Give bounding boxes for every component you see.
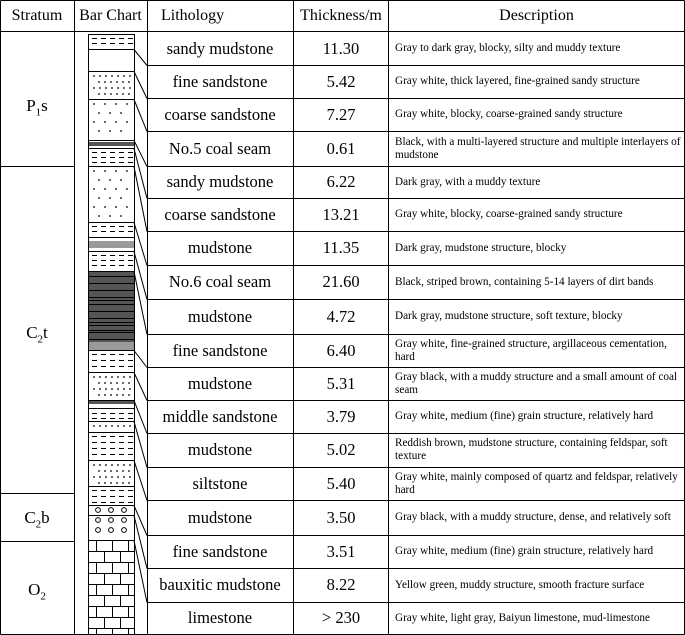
sand-dot bbox=[117, 75, 119, 77]
sand-dot bbox=[98, 81, 100, 83]
description-cell: Gray white, mainly composed of quartz and feldspar, relatively hard bbox=[395, 470, 678, 496]
sand-dot bbox=[120, 112, 122, 114]
sand-dot bbox=[115, 103, 117, 105]
sand-dot bbox=[120, 197, 122, 199]
sand-dot bbox=[110, 470, 112, 472]
sand-dot bbox=[98, 215, 100, 217]
lithology-cell: siltstone bbox=[192, 473, 248, 493]
connector-line bbox=[134, 141, 147, 167]
description-cell: Reddish brown, mudstone structure, containing feldspar, soft texture bbox=[395, 437, 668, 462]
description-cell: Gray black, with a muddy structure and a small amount of coal seam bbox=[395, 370, 678, 396]
sand-dot bbox=[110, 394, 112, 396]
sand-dot bbox=[117, 388, 119, 390]
header-description: Description bbox=[499, 7, 574, 24]
connector-line bbox=[134, 100, 147, 132]
lithology-cell: mudstone bbox=[187, 507, 253, 527]
thickness-cell: 11.35 bbox=[322, 238, 360, 257]
sand-dot bbox=[105, 75, 107, 77]
lithology-cell: bauxitic mudstone bbox=[159, 575, 281, 594]
sand-dot bbox=[116, 482, 118, 484]
thickness-cell: > 230 bbox=[321, 608, 361, 627]
sand-dot bbox=[104, 121, 106, 123]
connector-line bbox=[134, 461, 147, 501]
thickness-cell: 7.27 bbox=[326, 104, 356, 124]
sand-dot bbox=[126, 188, 128, 190]
sand-dot bbox=[104, 382, 106, 384]
sand-dot bbox=[117, 376, 119, 378]
sand-dot bbox=[98, 482, 100, 484]
mudstone-band bbox=[89, 342, 134, 350]
sand-dot bbox=[104, 103, 106, 105]
sand-dot bbox=[111, 476, 113, 478]
sand-dot bbox=[115, 206, 117, 208]
sand-dot bbox=[93, 388, 95, 390]
sand-dot bbox=[123, 425, 125, 427]
sand-dot bbox=[123, 75, 125, 77]
sand-dot bbox=[105, 476, 107, 478]
sand-dot bbox=[98, 394, 100, 396]
thickness-cell: 4.72 bbox=[326, 306, 356, 326]
sand-dot bbox=[99, 87, 101, 89]
sand-dot bbox=[122, 394, 124, 396]
sand-dot bbox=[93, 206, 95, 208]
sand-dot bbox=[109, 179, 111, 181]
coal-seam-no6 bbox=[89, 271, 134, 350]
sand-dot bbox=[122, 382, 124, 384]
sand-dot bbox=[93, 425, 95, 427]
thickness-cell: 0.61 bbox=[326, 138, 356, 158]
sand-dot bbox=[129, 75, 131, 77]
sand-dot bbox=[122, 470, 124, 472]
sand-dot bbox=[111, 75, 113, 77]
lithology-cell: mudstone bbox=[187, 306, 253, 326]
connector-line bbox=[134, 541, 147, 603]
sand-dot bbox=[104, 93, 106, 95]
thickness-cell: 5.02 bbox=[326, 440, 356, 459]
lithology-cell: mudstone bbox=[187, 373, 253, 393]
thickness-cell: 11.30 bbox=[322, 38, 360, 58]
sand-dot bbox=[123, 476, 125, 478]
sand-dot bbox=[116, 81, 118, 83]
connector-line bbox=[134, 373, 147, 401]
lithology-cell: sandy mudstone bbox=[166, 38, 274, 58]
sand-dot bbox=[128, 482, 130, 484]
description-cell: Gray to dark gray, blocky, silty and muddy texture bbox=[395, 42, 621, 54]
stratum-c2t: $C_2t$ bbox=[26, 323, 48, 346]
sand-dot bbox=[120, 215, 122, 217]
sand-dot bbox=[116, 93, 118, 95]
lithology-cell: limestone bbox=[187, 608, 253, 627]
sand-dot bbox=[93, 188, 95, 190]
thickness-cell: 21.60 bbox=[322, 272, 360, 291]
sand-dot bbox=[129, 425, 131, 427]
sand-dot bbox=[129, 476, 131, 478]
sand-dot bbox=[104, 81, 106, 83]
sand-dot bbox=[110, 382, 112, 384]
thickness-cell: 3.50 bbox=[326, 507, 356, 527]
lithology-cell: middle sandstone bbox=[162, 406, 278, 426]
sand-dot bbox=[116, 470, 118, 472]
connector-line bbox=[134, 272, 147, 335]
connector-line bbox=[134, 506, 147, 536]
sand-dot bbox=[104, 482, 106, 484]
sand-dot bbox=[122, 93, 124, 95]
sand-dot bbox=[93, 103, 95, 105]
sand-dot bbox=[99, 75, 101, 77]
description-cell: Gray white, blocky, coarse-grained sandy structure bbox=[395, 208, 623, 220]
lithology-cell: coarse sandstone bbox=[164, 104, 276, 124]
sand-dot bbox=[104, 188, 106, 190]
sand-dot bbox=[128, 81, 130, 83]
sand-dot bbox=[93, 170, 95, 172]
lithology-cell: fine sandstone bbox=[172, 541, 268, 561]
sand-dot bbox=[126, 121, 128, 123]
sand-dot bbox=[116, 394, 118, 396]
sand-dot bbox=[104, 394, 106, 396]
thickness-cell: 5.42 bbox=[326, 71, 356, 91]
sand-dot bbox=[111, 376, 113, 378]
thickness-cell: 5.31 bbox=[326, 373, 356, 393]
sand-dot bbox=[122, 81, 124, 83]
sand-dot bbox=[109, 215, 111, 217]
sand-dot bbox=[98, 197, 100, 199]
sand-dot bbox=[111, 388, 113, 390]
description-cell: Dark gray, mudstone structure, soft texture, blocky bbox=[395, 310, 623, 322]
thickness-cell: 6.40 bbox=[326, 340, 356, 360]
sand-dot bbox=[99, 464, 101, 466]
oolite-circle bbox=[109, 528, 114, 533]
sand-dot bbox=[93, 476, 95, 478]
connector-line bbox=[134, 149, 147, 199]
sand-dot bbox=[104, 470, 106, 472]
sand-dot bbox=[105, 464, 107, 466]
sand-dot bbox=[98, 470, 100, 472]
sand-dot bbox=[123, 376, 125, 378]
description-cell: Dark gray, with a muddy texture bbox=[395, 175, 541, 188]
description-cell: Gray white, medium (fine) grain structure, relatively hard bbox=[395, 410, 654, 422]
header-stratum: Stratum bbox=[11, 7, 63, 24]
stratum-p1s: $P_1s$ bbox=[26, 96, 48, 119]
sand-dot bbox=[116, 382, 118, 384]
connector-line bbox=[134, 351, 147, 368]
sand-dot bbox=[117, 476, 119, 478]
sand-dot bbox=[123, 464, 125, 466]
oolite-circle bbox=[109, 518, 114, 523]
sand-dot bbox=[98, 382, 100, 384]
description-cell: Gray white, light gray, Baiyun limestone, mud-limestone bbox=[395, 611, 650, 624]
description-cell: Dark gray, mudstone structure, blocky bbox=[395, 241, 567, 254]
thickness-cell: 3.51 bbox=[326, 541, 356, 561]
sand-dot bbox=[123, 388, 125, 390]
thickness-cell: 8.22 bbox=[326, 575, 356, 594]
sand-dot bbox=[93, 121, 95, 123]
sand-dot bbox=[93, 75, 95, 77]
thickness-cell: 5.40 bbox=[326, 473, 356, 493]
sand-dot bbox=[120, 179, 122, 181]
sand-dot bbox=[120, 130, 122, 132]
sand-dot bbox=[128, 382, 130, 384]
sand-dot bbox=[117, 425, 119, 427]
oolite-circle bbox=[96, 508, 101, 513]
oolite-circle bbox=[109, 508, 114, 513]
sand-dot bbox=[129, 87, 131, 89]
lithology-cell: No.6 coal seam bbox=[168, 272, 272, 291]
sand-dot bbox=[104, 206, 106, 208]
sand-dot bbox=[98, 112, 100, 114]
lithology-cell: sandy mudstone bbox=[166, 172, 274, 191]
sand-dot bbox=[122, 482, 124, 484]
sand-dot bbox=[93, 464, 95, 466]
sand-dot bbox=[104, 170, 106, 172]
lithology-cell: No.5 coal seam bbox=[168, 138, 272, 158]
lithology-cell: coarse sandstone bbox=[164, 204, 276, 224]
sand-dot bbox=[99, 476, 101, 478]
thickness-cell: 13.21 bbox=[322, 204, 360, 224]
sand-dot bbox=[99, 425, 101, 427]
lithology-cell: mudstone bbox=[187, 440, 253, 459]
sand-dot bbox=[115, 170, 117, 172]
description-cell: Gray white, blocky, coarse-grained sandy structure bbox=[395, 108, 623, 120]
sand-dot bbox=[105, 425, 107, 427]
description-cell: Gray white, fine-grained structure, argillaceous cementation, hard bbox=[395, 337, 667, 363]
sand-dot bbox=[98, 179, 100, 181]
description-cell: Gray white, medium (fine) grain structure, relatively hard bbox=[395, 545, 654, 557]
sand-dot bbox=[115, 121, 117, 123]
lithology-cell: fine sandstone bbox=[172, 71, 268, 91]
sand-dot bbox=[129, 376, 131, 378]
sand-dot bbox=[105, 376, 107, 378]
sand-dot bbox=[109, 130, 111, 132]
sand-dot bbox=[111, 464, 113, 466]
description-cell: Gray black, with a muddy structure, dense, and relatively soft bbox=[395, 511, 671, 523]
description-cell: Black, with a multi-layered structure and multiple interlayers of mudstone bbox=[395, 135, 681, 161]
oolite-circle bbox=[96, 528, 101, 533]
sand-dot bbox=[129, 388, 131, 390]
header-bar-chart: Bar Chart bbox=[79, 7, 142, 24]
mudstone-band bbox=[89, 241, 134, 248]
sand-dot bbox=[110, 93, 112, 95]
sand-dot bbox=[129, 464, 131, 466]
sand-dot bbox=[98, 93, 100, 95]
thickness-cell: 3.79 bbox=[326, 406, 356, 426]
sand-dot bbox=[117, 87, 119, 89]
sand-dot bbox=[111, 87, 113, 89]
sand-dot bbox=[98, 130, 100, 132]
sand-dot bbox=[123, 87, 125, 89]
sand-dot bbox=[115, 188, 117, 190]
sand-dot bbox=[110, 81, 112, 83]
sand-dot bbox=[109, 112, 111, 114]
description-cell: Black, striped brown, containing 5-14 layers of dirt bands bbox=[395, 275, 654, 288]
sand-dot bbox=[110, 482, 112, 484]
sand-dot bbox=[128, 93, 130, 95]
sand-dot bbox=[126, 103, 128, 105]
thickness-cell: 6.22 bbox=[326, 172, 356, 191]
stratum-c2b: $C_2b$ bbox=[24, 508, 50, 531]
sand-dot bbox=[128, 394, 130, 396]
sand-dot bbox=[111, 425, 113, 427]
description-cell: Yellow green, muddy structure, smooth fracture surface bbox=[395, 578, 645, 591]
sand-dot bbox=[99, 376, 101, 378]
oolite-circle bbox=[96, 518, 101, 523]
sand-dot bbox=[109, 197, 111, 199]
sand-dot bbox=[93, 87, 95, 89]
stratum-o2: $O_2$ bbox=[28, 580, 46, 603]
connector-line bbox=[134, 516, 147, 569]
sand-dot bbox=[126, 206, 128, 208]
sand-dot bbox=[99, 388, 101, 390]
lithology-cell: fine sandstone bbox=[172, 340, 268, 360]
sand-dot bbox=[105, 87, 107, 89]
oolite-circle bbox=[122, 518, 127, 523]
coal-seam-no5 bbox=[89, 142, 134, 146]
sand-dot bbox=[93, 376, 95, 378]
connector-line bbox=[134, 167, 147, 232]
header-thickness: Thickness/m bbox=[300, 7, 382, 24]
sand-dot bbox=[117, 464, 119, 466]
connector-line bbox=[134, 50, 147, 66]
lithology-cell: mudstone bbox=[187, 238, 253, 257]
connector-line bbox=[134, 72, 147, 99]
header-lithology: Lithology bbox=[161, 7, 225, 24]
sand-dot bbox=[105, 388, 107, 390]
oolite-circle bbox=[122, 508, 127, 513]
sand-dot bbox=[128, 470, 130, 472]
oolite-circle bbox=[122, 528, 127, 533]
sand-dot bbox=[126, 170, 128, 172]
description-cell: Gray white, thick layered, fine-grained sandy structure bbox=[395, 75, 640, 87]
